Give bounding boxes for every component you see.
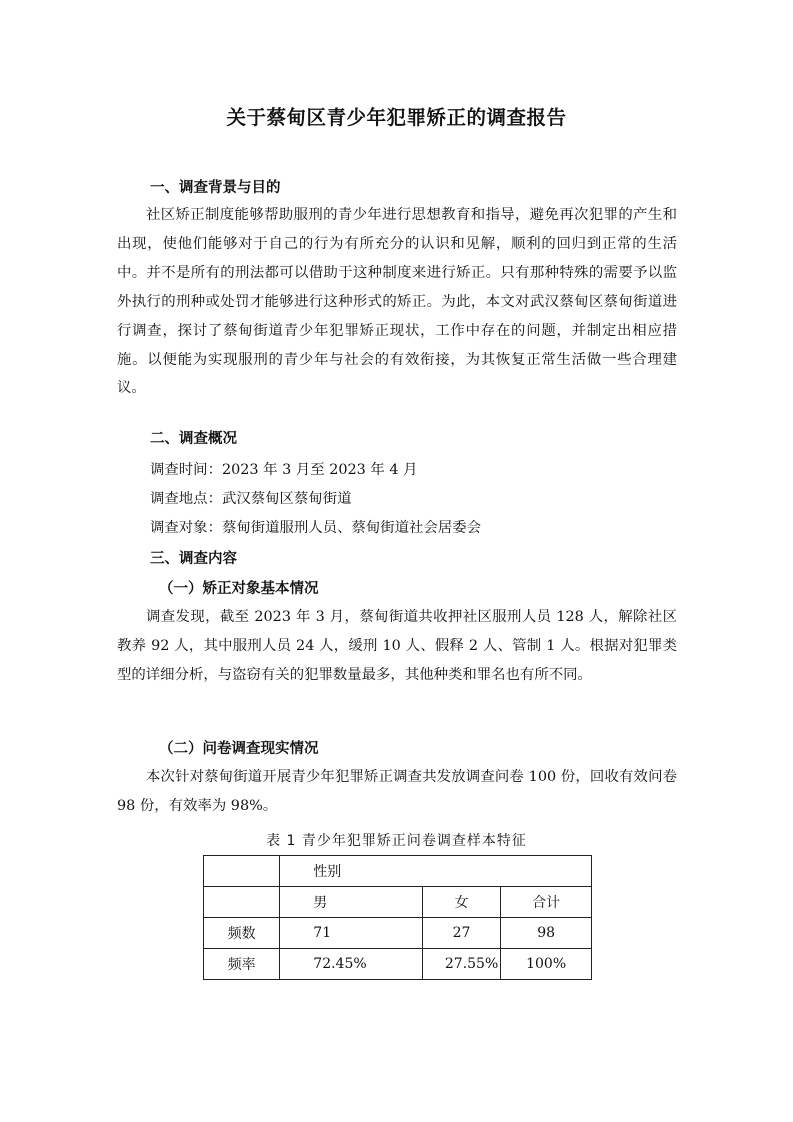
survey-paragraph: 本次针对蔡甸街道开展青少年犯罪矫正调查共发放调查问卷 100 份，回收有效问卷 98 份，有效率为 98%。 — [117, 769, 677, 814]
survey-target: 调查对象：蔡甸街道服刑人员、蔡甸街道社会居委会 — [150, 520, 481, 536]
subsection-heading-survey: （二）问卷调查现实情况 — [159, 741, 319, 757]
row-label: 频率 — [204, 949, 280, 980]
table-group-header: 性别 — [280, 856, 592, 887]
background-paragraph: 社区矫正制度能够帮助服刑的青少年进行思想教育和指导，避免再次犯罪的产生和出现，使他们能够对于自己的行为有所充分的认识和见解，顺利的回归到正常的生活中。并不是所有的刑法都可以借助于这种制度来进行矫正。只有那种特殊的需要予以监外执行的刑种或处罚才能够进行这种形式的矫正。为此，本文对武汉蔡甸区蔡甸街道进行调查，探讨了蔡甸街道青少年犯罪矫正现状，工作中存在的问题，并制定出相应措施。以便能为实现服刑的青少年与社会的有效衔接，为其恢复正常生活做一些合理建议。 — [117, 207, 677, 397]
cell-female: 27.55% — [422, 949, 500, 980]
page-title: 关于蔡甸区青少年犯罪矫正的调查报告 — [226, 106, 567, 129]
table-caption: 表 1 青少年犯罪矫正问卷调查样本特征 — [266, 833, 527, 849]
subsection-heading-basic: （一）矫正对象基本情况 — [159, 581, 319, 597]
section-heading-background: 一、调查背景与目的 — [150, 180, 281, 196]
table-col-male: 男 — [280, 887, 423, 918]
table-empty-cell — [204, 887, 280, 918]
table-corner-cell — [204, 856, 280, 887]
table-col-female: 女 — [422, 887, 500, 918]
cell-male: 71 — [280, 918, 423, 949]
table-header-row — [204, 856, 592, 887]
section-heading-overview: 二、调查概况 — [150, 431, 237, 447]
table-subheader-row — [204, 887, 592, 918]
sample-table — [203, 855, 592, 980]
cell-total: 98 — [501, 918, 592, 949]
cell-female: 27 — [422, 918, 500, 949]
table-col-total: 合计 — [501, 887, 592, 918]
survey-time: 调查时间：2023 年 3 月至 2023 年 4 月 — [150, 462, 418, 478]
row-label: 频数 — [204, 918, 280, 949]
section-heading-content: 三、调查内容 — [150, 551, 237, 567]
survey-place: 调查地点：武汉蔡甸区蔡甸街道 — [150, 491, 352, 507]
basic-situation-paragraph: 调查发现，截至 2023 年 3 月，蔡甸街道共收押社区服刑人员 128 人，解除社区教养 92 人，其中服刑人员 24 人，缓刑 10 人、假释 2 人、管制 1 人。根据对犯罪类型的详细分析，与盗窃有关的犯罪数量最多，其他种类和罪名也有所不同。 — [117, 609, 677, 683]
table-row — [204, 949, 592, 980]
table-row — [204, 918, 592, 949]
cell-male: 72.45% — [280, 949, 423, 980]
cell-total: 100% — [501, 949, 592, 980]
